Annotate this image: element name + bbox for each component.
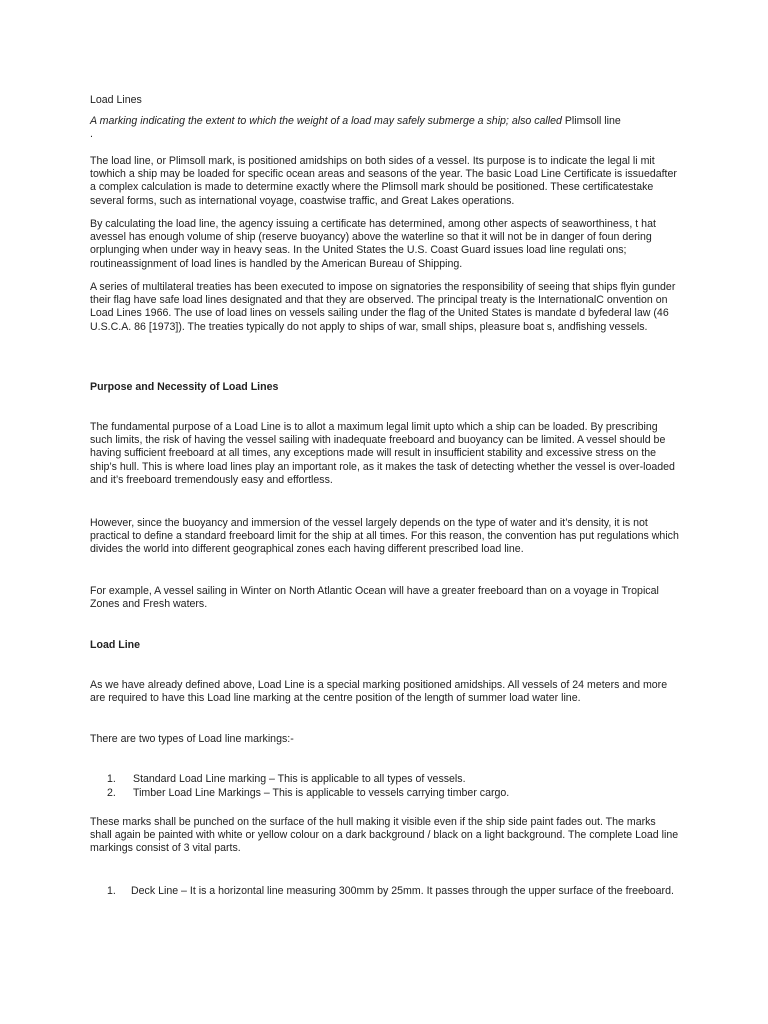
paragraph-marks: These marks shall be punched on the surface of the hull making it visible even if the ship side paint fades out. The marks shall again be painted with white or yellow colour on a dark background / black on a light background. The complete Load line markings consist of 3 vital parts. <box>90 816 679 855</box>
paragraph-types-intro: There are two types of Load line markings:- <box>90 733 294 745</box>
paragraph-purpose: The fundamental purpose of a Load Line is to allot a maximum legal limit upto which a ship can be loaded. By prescribing such limits, the risk of having the vessel sailing with inadequate freeboard and buoyancy can be limited. A vessel should be having sufficient freeboard at all times, any exceptions made will result in insufficient stability and excessive stress on the ship’s hull. This is where load lines play an important role, as it makes the task of detecting whether the vessel is over-loaded and it’s freeboard tremendously easy and effortless. <box>90 421 675 486</box>
heading-purpose: Purpose and Necessity of Load Lines <box>90 381 279 393</box>
paragraph-treaties: A series of multilateral treaties has been executed to impose on signatories the responsibility of seeing that ships flyin gunder their flag have safe load lines designated and that they are observed. The principal treaty is the InternationalC onvention on Load Lines 1966. The use of load lines on vessels sailing under the flag of the United States is mandate d byfederal law (46 U.S.C.A. 86 [1973]). The treaties typically do not apply to ships of war, small ships, pleasure boat s, andfishing vessels. <box>90 281 676 333</box>
list-item-text: Standard Load Line marking – This is applicable to all types of vessels. <box>133 773 466 785</box>
list-item-text: Timber Load Line Markings – This is applicable to vessels carrying timber cargo. <box>133 787 510 799</box>
list-item-number: 1. <box>107 773 116 785</box>
definition-italic: A marking indicating the extent to which the weight of a load may safely submerge a ship; also called <box>90 115 562 127</box>
paragraph-seaworthiness: By calculating the load line, the agency issuing a certificate has determined, among other aspects of seaworthiness, t hat avessel has enough volume of ship (reserve buoyancy) above the waterline so that it will not be in danger of foun dering orplunging when under way in heavy seas. In the United States the U.S. Coast Guard issues load line regulati ons; routineassignment of load lines is handled by the American Bureau of Shipping. <box>90 218 656 270</box>
definition-tail: Plimsoll line <box>561 115 621 127</box>
paragraph-plimsoll: The load line, or Plimsoll mark, is positioned amidships on both sides of a vessel. Its purpose is to indicate the legal li mit towhich a ship may be loaded for specific ocean areas and seasons of the year. The basic Load Line Certificate is issuedafter a complex calculation is made to determine exactly where the Plimsoll mark should be positioned. These certificatestake several forms, such as international voyage, coastwise traffic, and Great Lakes operations. <box>90 155 677 207</box>
list-item-text: Deck Line – It is a horizontal line measuring 300mm by 25mm. It passes through the upper surface of the freeboard. <box>131 885 674 897</box>
definition-end: . <box>90 128 93 141</box>
heading-load-line: Load Line <box>90 639 141 651</box>
paragraph-example: For example, A vessel sailing in Winter on North Atlantic Ocean will have a greater freeboard than on a voyage in Tropical Zones and Fresh waters. <box>90 585 659 611</box>
document-title: Load Lines <box>90 94 142 106</box>
definition <box>90 115 680 141</box>
list-item-number: 2. <box>107 787 116 799</box>
paragraph-definition-load-line: As we have already defined above, Load Line is a special marking positioned amidships. All vessels of 24 meters and more are required to have this Load line marking at the centre position of the length of summer load water line. <box>90 679 668 705</box>
paragraph-buoyancy: However, since the buoyancy and immersion of the vessel largely depends on the type of water and it’s density, it is not practical to define a standard freeboard limit for the ship at all times. For this reason, the convention has put regulations which divides the world into different geographical zones each having different prescribed load line. <box>90 517 679 556</box>
list-item-number: 1. <box>107 885 116 897</box>
